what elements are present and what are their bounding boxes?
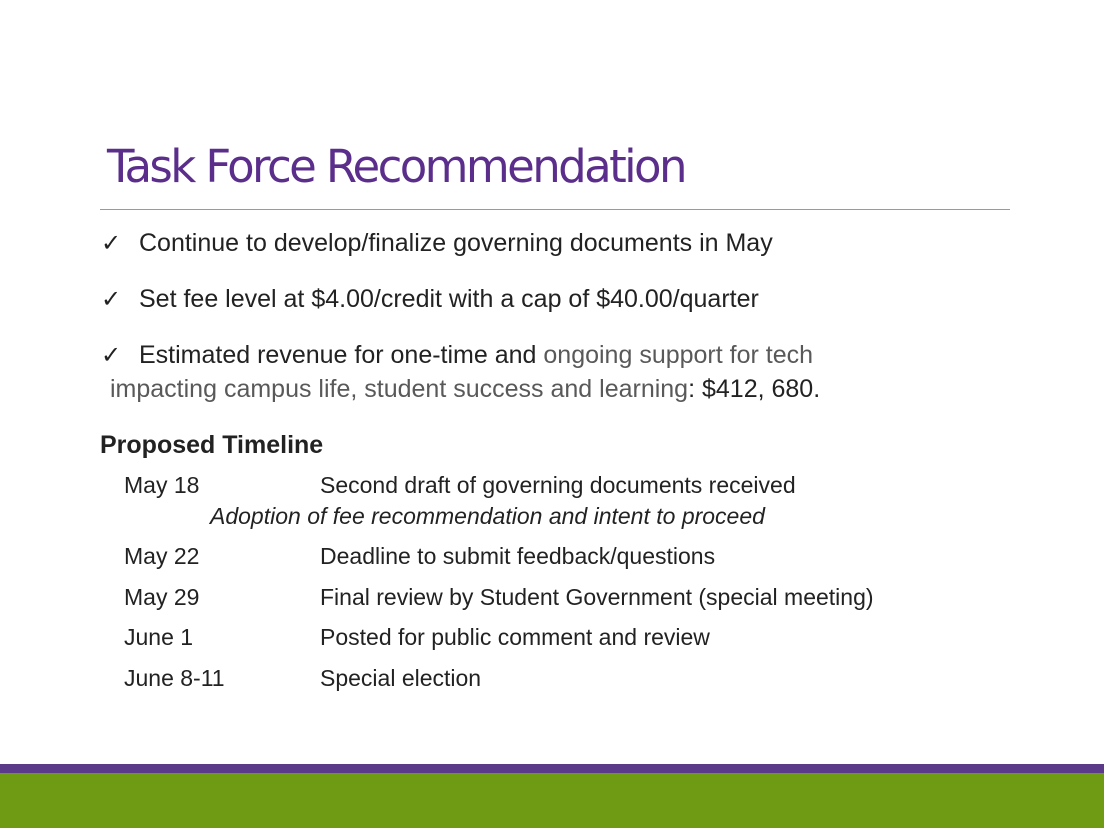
recommendation-item-2 xyxy=(101,282,759,317)
revenue-amount: : $412, 680. xyxy=(688,375,821,403)
timeline-description: Posted for public comment and review xyxy=(320,624,710,650)
timeline-date: June 1 xyxy=(124,624,194,650)
checkmark-icon: ✓ xyxy=(101,342,122,369)
recommendation-text: Estimated revenue for one-time and xyxy=(139,341,544,369)
timeline-date: May 29 xyxy=(124,584,200,610)
timeline-date: May 22 xyxy=(124,543,200,569)
recommendation-text: Continue to develop/finalize governing documents in May xyxy=(139,229,773,257)
recommendation-text-muted: impacting campus life, student success and learning xyxy=(110,375,689,403)
footer-band-green xyxy=(0,773,1104,828)
recommendation-text-muted: ongoing support for tech xyxy=(543,341,814,369)
timeline-heading: Proposed Timeline xyxy=(100,431,324,459)
title-divider xyxy=(100,209,1010,210)
timeline-date: June 8-11 xyxy=(124,665,225,691)
timeline-description: Final review by Student Government (special meeting) xyxy=(320,584,874,610)
recommendation-item-3 xyxy=(101,338,813,373)
recommendation-item-1 xyxy=(101,226,773,261)
timeline-description: Deadline to submit feedback/questions xyxy=(320,543,716,569)
timeline-description: Second draft of governing documents received xyxy=(320,472,796,498)
recommendation-item-3-continued xyxy=(110,372,820,406)
checkmark-icon: ✓ xyxy=(101,230,122,257)
timeline-description: Special election xyxy=(320,665,482,691)
footer-band-purple xyxy=(0,764,1104,773)
slide-title: Task Force Recommendation xyxy=(107,140,685,193)
timeline-date: May 18 xyxy=(124,472,200,498)
checkmark-icon: ✓ xyxy=(101,286,122,313)
recommendation-text: Set fee level at $4.00/credit with a cap of $40.00/quarter xyxy=(139,285,759,313)
timeline-note: Adoption of fee recommendation and intent to proceed xyxy=(210,503,765,529)
